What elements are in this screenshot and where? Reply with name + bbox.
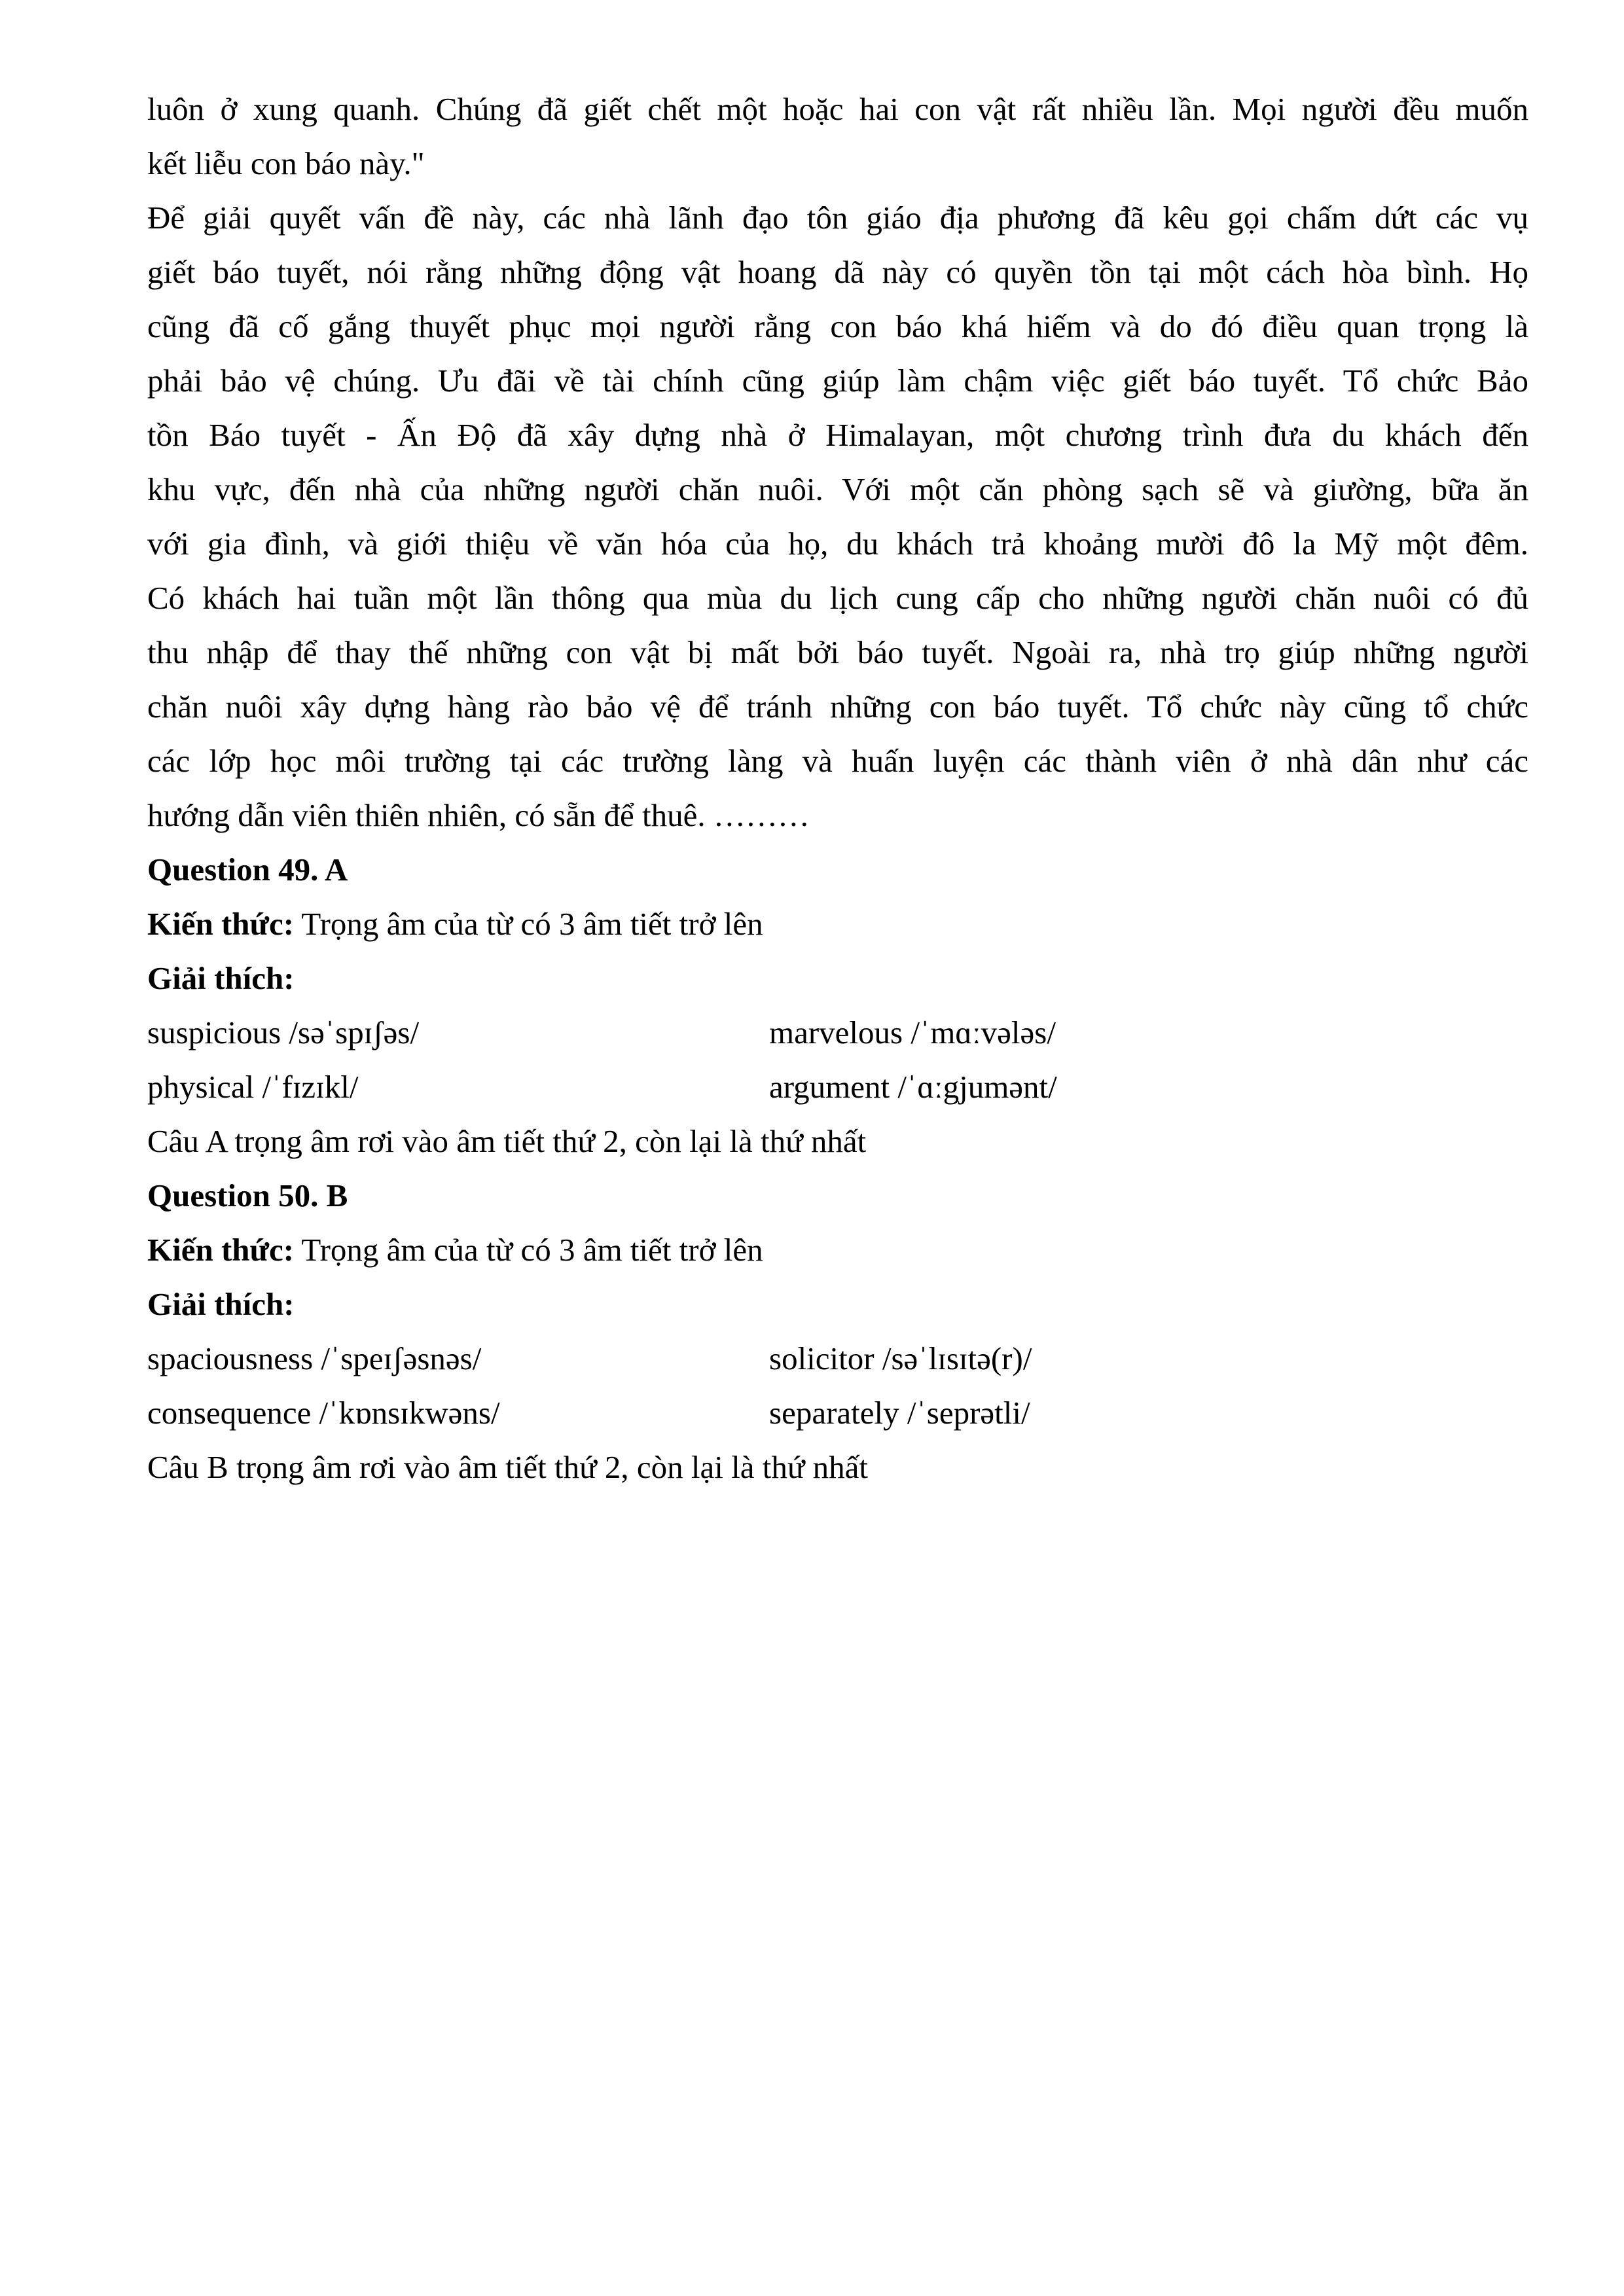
question-50-heading: Question 50. B (147, 1177, 348, 1213)
passage-line: hướng dẫn viên thiên nhiên, có sẵn để thuê. ……… (147, 797, 810, 833)
word-entry: marvelous /ˈmɑːvələs/ (769, 1014, 1056, 1050)
question-50-explain-label: Giải thích: (147, 1286, 295, 1322)
word-entry: physical /ˈfɪzɪkl/ (147, 1069, 359, 1105)
passage-line: thu nhập để thay thế những con vật bị mất bởi báo tuyết. Ngoài ra, nhà trọ giúp những người (147, 634, 1528, 670)
word-entry: consequence /ˈkɒnsɪkwəns/ (147, 1395, 500, 1431)
passage-line: kết liễu con báo này." (147, 145, 425, 181)
question-50-conclusion: Câu B trọng âm rơi vào âm tiết thứ 2, còn lại là thứ nhất (147, 1449, 868, 1485)
passage (147, 82, 1528, 842)
passage-line: tồn Báo tuyết - Ấn Độ đã xây dựng nhà ở Himalayan, một chương trình đưa du khách đến (147, 417, 1528, 453)
question-49-heading: Question 49. A (147, 852, 348, 888)
passage-line: phải bảo vệ chúng. Ưu đãi về tài chính cũng giúp làm chậm việc giết báo tuyết. Tổ chức Bảo (147, 363, 1528, 399)
word-entry: separately /ˈseprətli/ (769, 1395, 1030, 1431)
question-49 (147, 842, 1528, 1168)
word-row (147, 1331, 1528, 1386)
word-entry: solicitor /səˈlɪsɪtə(r)/ (769, 1340, 1032, 1376)
word-entry: suspicious /səˈspɪʃəs/ (147, 1014, 420, 1050)
passage-line: Để giải quyết vấn đề này, các nhà lãnh đạo tôn giáo địa phương đã kêu gọi chấm dứt các vụ (147, 200, 1528, 236)
passage-line: cũng đã cố gắng thuyết phục mọi người rằng con báo khá hiếm và do đó điều quan trọng là (147, 308, 1528, 344)
word-row (147, 1060, 1528, 1114)
word-entry: spaciousness /ˈspeɪʃəsnəs/ (147, 1340, 482, 1376)
document-page (147, 82, 1528, 1494)
passage-line: với gia đình, và giới thiệu về văn hóa của họ, du khách trả khoảng mười đô la Mỹ một đêm. (147, 526, 1528, 562)
passage-line: luôn ở xung quanh. Chúng đã giết chết một hoặc hai con vật rất nhiều lần. Mọi người đều muốn (147, 91, 1528, 127)
passage-line: giết báo tuyết, nói rằng những động vật hoang dã này có quyền tồn tại một cách hòa bình. Họ (147, 254, 1528, 290)
knowledge-text: Trọng âm của từ có 3 âm tiết trở lên (294, 906, 763, 942)
passage-line: chăn nuôi xây dựng hàng rào bảo vệ để tránh những con báo tuyết. Tổ chức này cũng tổ chức (147, 689, 1528, 725)
knowledge-label: Kiến thức: (147, 1232, 295, 1268)
knowledge-label: Kiến thức: (147, 906, 295, 942)
word-row (147, 1005, 1528, 1060)
question-49-conclusion: Câu A trọng âm rơi vào âm tiết thứ 2, còn lại là thứ nhất (147, 1123, 867, 1159)
question-49-explain-label: Giải thích: (147, 960, 295, 996)
question-49-knowledge (147, 897, 1528, 951)
passage-line: khu vực, đến nhà của những người chăn nuôi. Với một căn phòng sạch sẽ và giường, bữa ăn (147, 471, 1528, 507)
passage-line: các lớp học môi trường tại các trường làng và huấn luyện các thành viên ở nhà dân như các (147, 743, 1528, 779)
passage-line: Có khách hai tuần một lần thông qua mùa du lịch cung cấp cho những người chăn nuôi có đủ (147, 580, 1528, 616)
word-row (147, 1386, 1528, 1440)
knowledge-text: Trọng âm của từ có 3 âm tiết trở lên (294, 1232, 763, 1268)
word-entry: argument /ˈɑːgjumənt/ (769, 1069, 1057, 1105)
question-50-knowledge (147, 1223, 1528, 1277)
question-50 (147, 1168, 1528, 1494)
